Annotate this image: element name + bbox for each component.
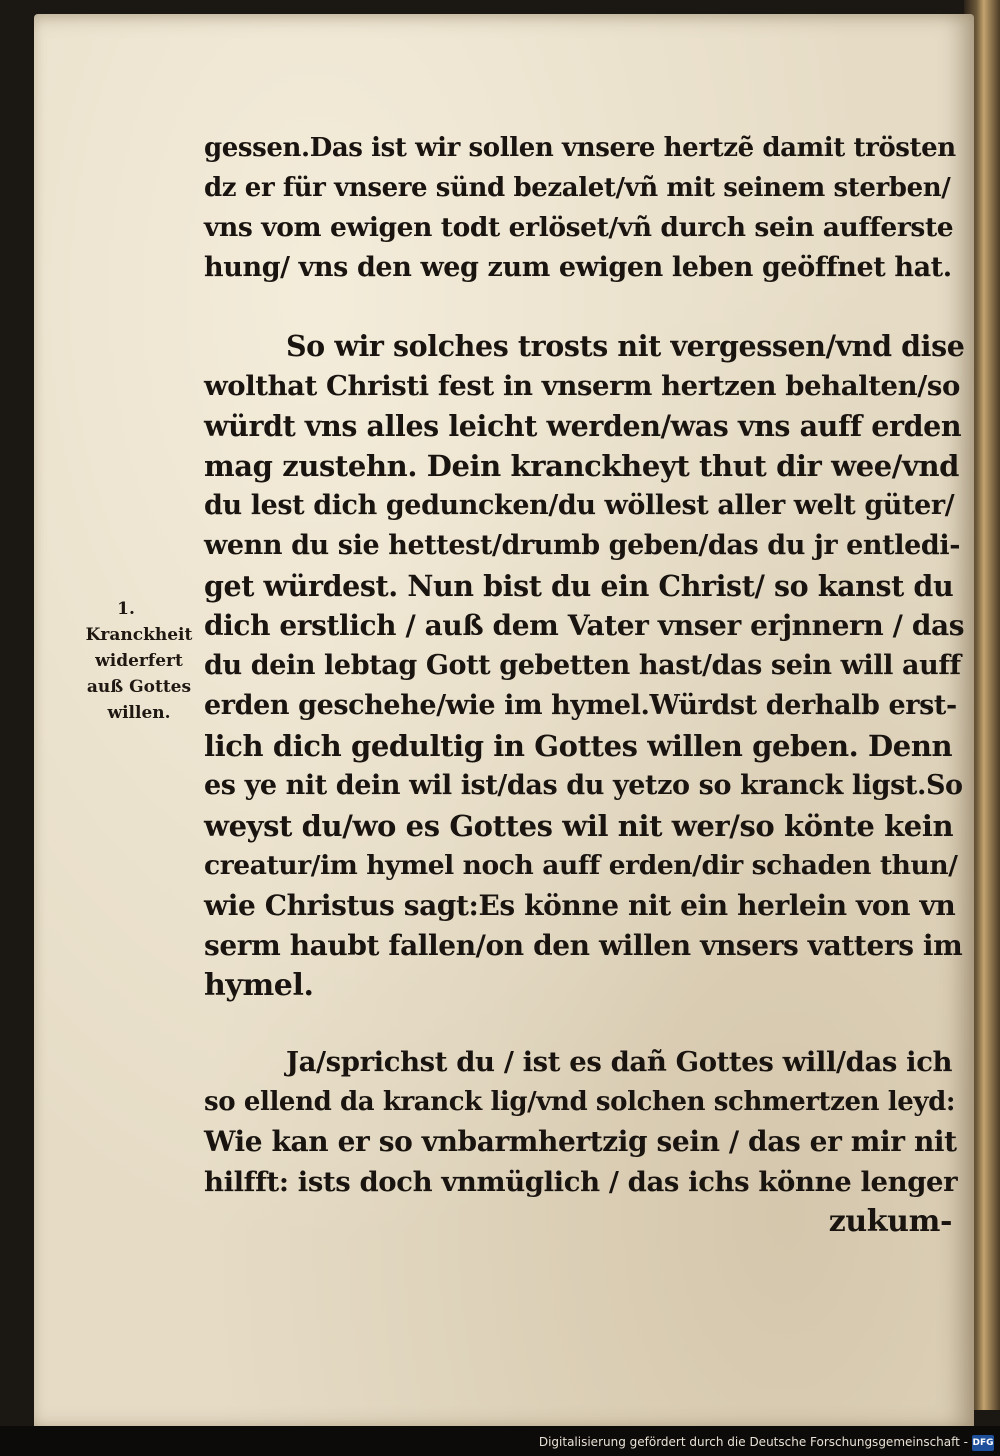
text-line: weyst du/wo es Gottes wil nit wer/so könte kein [204,809,954,843]
marginal-note-line: widerfert [95,651,183,671]
text-line: gessen.Das ist wir sollen vnsere hertzẽ damit trösten [204,133,956,163]
text-line: hung/ vns den weg zum ewigen leben geöffnet hat. [204,252,952,283]
marginal-note [74,596,204,726]
marginal-note-line: Kranckheit [85,625,193,645]
marginal-note-line: willen. [107,703,171,723]
text-line: Ja/sprichst du / ist es dañ Gottes will/das ich [286,1046,953,1078]
dfg-logo-icon: DFG [972,1435,994,1451]
text-line: creatur/im hymel noch auff erden/dir schaden thun/ [204,850,958,881]
paragraph-3 [204,1042,964,1242]
paragraph-gap [204,1006,964,1042]
text-line: erden geschehe/wie im hymel.Würdst derhalb erst- [204,690,957,721]
main-text [204,128,964,1242]
marginal-note-line: auß Gottes [86,677,192,697]
text-line: du dein lebtag Gott gebetten hast/das sein will auff [204,650,961,681]
text-line: dich erstlich / auß dem Vater vnser erjnnern / das [204,609,965,642]
marginal-note-number: 1. [117,599,135,619]
text-line: vns vom ewigen todt erlöset/vñ durch sein aufferste [204,212,954,243]
text-line: hilfft: ists doch vnmüglich / das ichs könne lenger [204,1166,958,1198]
text-line: wie Christus sagt:Es könne nit ein herlein von vn [204,889,956,922]
book-page [34,14,974,1430]
text-line: So wir solches trosts nit vergessen/vnd dise [286,329,965,363]
text-line: so ellend da kranck lig/vnd solchen schmertzen leyd: [204,1087,956,1117]
paragraph-1 [204,128,964,288]
catchword: zukum- [828,1204,952,1239]
text-line: hymel. [204,968,314,1003]
text-line: würdt vns alles leicht werden/was vns auff erden [204,409,962,443]
paragraph-gap [204,288,964,326]
text-line: wolthat Christi fest in vnserm hertzen behalten/so [204,370,960,402]
text-line: wenn du sie hettest/drumb geben/das du jr entledi- [204,530,961,561]
text-line: serm haubt fallen/on den willen vnsers vatters im [204,929,963,962]
text-line: lich dich gedultig in Gottes willen geben. Denn [204,729,953,763]
funding-notice: Digitalisierung gefördert durch die Deutsche Forschungsgemeinschaft - [538,1435,968,1449]
digitization-footer [0,1426,1000,1456]
text-line: Wie kan er so vnbarmhertzig sein / das er mir nit [204,1125,957,1158]
text-line: du lest dich geduncken/du wöllest aller welt güter/ [204,490,955,521]
text-line: es ye nit dein wil ist/das du yetzo so kranck ligst.So [204,770,963,801]
text-line: get würdest. Nun bist du ein Christ/ so kanst du [204,569,954,603]
paragraph-2 [204,326,964,1006]
text-line: dz er für vnsere sünd bezalet/vñ mit seinem sterben/ [204,173,951,203]
text-line: mag zustehn. Dein kranckheyt thut dir wee/vnd [204,449,960,483]
